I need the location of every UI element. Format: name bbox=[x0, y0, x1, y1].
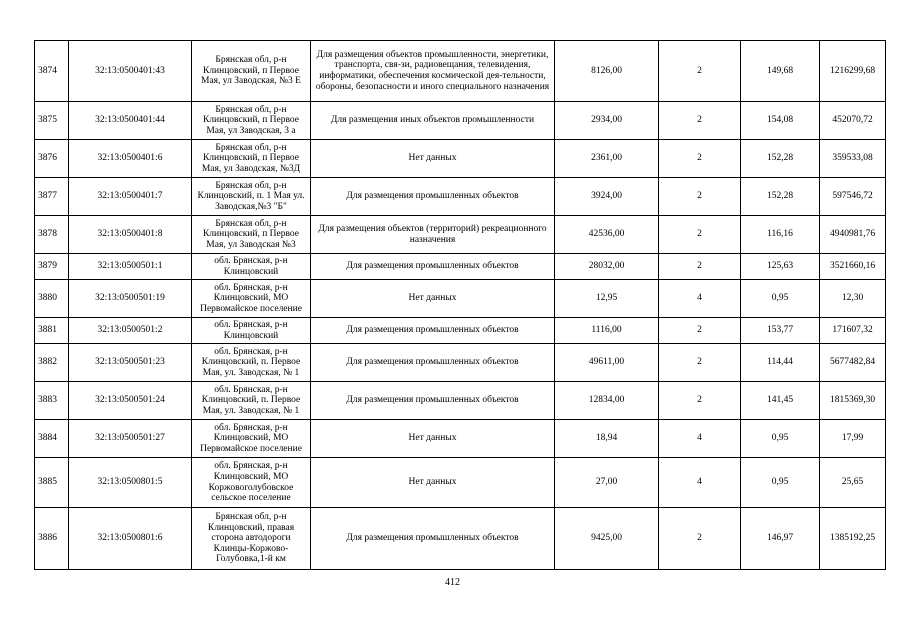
permitted-use-cell: Для размещения промышленных объектов bbox=[311, 318, 555, 344]
cadastral-number-cell: 32:13:0500501:19 bbox=[69, 280, 192, 318]
plot-area-cell: 2934,00 bbox=[555, 102, 659, 140]
permitted-use-cell: Для размещения объектов (территорий) рекреационного назначения bbox=[311, 216, 555, 254]
plot-address-cell: Брянская обл, р-н Клинцовский, п Первое Мая, ул Заводская, №3 Е bbox=[192, 41, 311, 102]
table-row bbox=[35, 102, 886, 140]
row-number-cell: 3875 bbox=[35, 102, 69, 140]
specific-cadastral-value-cell: 149,68 bbox=[741, 41, 820, 102]
use-group-cell: 2 bbox=[659, 382, 741, 420]
plot-address-cell: Брянская обл, р-н Клинцовский, правая сторона автодороги Клинцы-Коржово-Голубовка,1-й км bbox=[192, 508, 311, 570]
plot-address-cell: обл. Брянская, р-н Клинцовский bbox=[192, 254, 311, 280]
cadastral-number-cell: 32:13:0500501:1 bbox=[69, 254, 192, 280]
cadastral-value-cell: 1385192,25 bbox=[820, 508, 886, 570]
cadastral-number-cell: 32:13:0500401:8 bbox=[69, 216, 192, 254]
cadastral-value-cell: 17,99 bbox=[820, 420, 886, 458]
specific-cadastral-value-cell: 0,95 bbox=[741, 280, 820, 318]
table-row bbox=[35, 178, 886, 216]
use-group-cell: 4 bbox=[659, 280, 741, 318]
table-row bbox=[35, 41, 886, 102]
cadastral-value-cell: 452070,72 bbox=[820, 102, 886, 140]
cadastral-number-cell: 32:13:0500501:24 bbox=[69, 382, 192, 420]
specific-cadastral-value-cell: 141,45 bbox=[741, 382, 820, 420]
use-group-cell: 2 bbox=[659, 178, 741, 216]
row-number-cell: 3876 bbox=[35, 140, 69, 178]
cadastral-number-cell: 32:13:0500401:44 bbox=[69, 102, 192, 140]
specific-cadastral-value-cell: 125,63 bbox=[741, 254, 820, 280]
plot-address-cell: Брянская обл, р-н Клинцовский, п. 1 Мая ул. Заводская,№3 "Б" bbox=[192, 178, 311, 216]
row-number-cell: 3883 bbox=[35, 382, 69, 420]
plot-address-cell: обл. Брянская, р-н Клинцовский, МО Первомайское поселение bbox=[192, 420, 311, 458]
plot-area-cell: 12,95 bbox=[555, 280, 659, 318]
row-number-cell: 3877 bbox=[35, 178, 69, 216]
cadastral-number-cell: 32:13:0500401:7 bbox=[69, 178, 192, 216]
table-row bbox=[35, 508, 886, 570]
cadastral-value-cell: 1815369,30 bbox=[820, 382, 886, 420]
page-number: 412 bbox=[445, 577, 460, 588]
permitted-use-cell: Для размещения промышленных объектов bbox=[311, 508, 555, 570]
cadastral-value-cell: 171607,32 bbox=[820, 318, 886, 344]
table-row bbox=[35, 420, 886, 458]
plot-address-cell: Брянская обл, р-н Клинцовский, п Первое Мая, ул Заводская №3 bbox=[192, 216, 311, 254]
permitted-use-cell: Для размещения промышленных объектов bbox=[311, 178, 555, 216]
land-plot-table bbox=[34, 40, 886, 570]
cadastral-number-cell: 32:13:0500501:23 bbox=[69, 344, 192, 382]
specific-cadastral-value-cell: 154,08 bbox=[741, 102, 820, 140]
specific-cadastral-value-cell: 152,28 bbox=[741, 178, 820, 216]
plot-address-cell: обл. Брянская, р-н Клинцовский, п. Первое Мая, ул. Заводская, № 1 bbox=[192, 382, 311, 420]
use-group-cell: 2 bbox=[659, 318, 741, 344]
table-body bbox=[35, 41, 886, 570]
cadastral-number-cell: 32:13:0500401:6 bbox=[69, 140, 192, 178]
table-row bbox=[35, 344, 886, 382]
permitted-use-cell: Для размещения иных объектов промышленности bbox=[311, 102, 555, 140]
table-row bbox=[35, 382, 886, 420]
permitted-use-cell: Нет данных bbox=[311, 420, 555, 458]
plot-area-cell: 2361,00 bbox=[555, 140, 659, 178]
use-group-cell: 2 bbox=[659, 344, 741, 382]
plot-area-cell: 8126,00 bbox=[555, 41, 659, 102]
cadastral-number-cell: 32:13:0500801:6 bbox=[69, 508, 192, 570]
plot-area-cell: 18,94 bbox=[555, 420, 659, 458]
permitted-use-cell: Для размещения промышленных объектов bbox=[311, 344, 555, 382]
plot-address-cell: обл. Брянская, р-н Клинцовский, МО Коржовоголубовское сельское поселение bbox=[192, 458, 311, 508]
cadastral-number-cell: 32:13:0500401:43 bbox=[69, 41, 192, 102]
plot-address-cell: Брянская обл, р-н Клинцовский, п Первое Мая, ул Заводская, 3 а bbox=[192, 102, 311, 140]
row-number-cell: 3886 bbox=[35, 508, 69, 570]
permitted-use-cell: Для размещения промышленных объектов bbox=[311, 382, 555, 420]
cadastral-number-cell: 32:13:0500501:2 bbox=[69, 318, 192, 344]
cadastral-value-cell: 5677482,84 bbox=[820, 344, 886, 382]
cadastral-value-cell: 25,65 bbox=[820, 458, 886, 508]
cadastral-value-cell: 12,30 bbox=[820, 280, 886, 318]
plot-address-cell: обл. Брянская, р-н Клинцовский, п. Первое Мая, ул. Заводская, № 1 bbox=[192, 344, 311, 382]
plot-area-cell: 42536,00 bbox=[555, 216, 659, 254]
specific-cadastral-value-cell: 0,95 bbox=[741, 458, 820, 508]
row-number-cell: 3879 bbox=[35, 254, 69, 280]
use-group-cell: 2 bbox=[659, 216, 741, 254]
specific-cadastral-value-cell: 146,97 bbox=[741, 508, 820, 570]
permitted-use-cell: Нет данных bbox=[311, 280, 555, 318]
permitted-use-cell: Для размещения промышленных объектов bbox=[311, 254, 555, 280]
row-number-cell: 3882 bbox=[35, 344, 69, 382]
cadastral-value-cell: 4940981,76 bbox=[820, 216, 886, 254]
plot-address-cell: обл. Брянская, р-н Клинцовский bbox=[192, 318, 311, 344]
table-row bbox=[35, 140, 886, 178]
use-group-cell: 2 bbox=[659, 254, 741, 280]
table-row bbox=[35, 254, 886, 280]
table-row bbox=[35, 216, 886, 254]
specific-cadastral-value-cell: 153,77 bbox=[741, 318, 820, 344]
plot-area-cell: 27,00 bbox=[555, 458, 659, 508]
cadastral-number-cell: 32:13:0500801:5 bbox=[69, 458, 192, 508]
table-row bbox=[35, 458, 886, 508]
specific-cadastral-value-cell: 116,16 bbox=[741, 216, 820, 254]
use-group-cell: 2 bbox=[659, 41, 741, 102]
plot-area-cell: 49611,00 bbox=[555, 344, 659, 382]
row-number-cell: 3884 bbox=[35, 420, 69, 458]
row-number-cell: 3874 bbox=[35, 41, 69, 102]
plot-area-cell: 9425,00 bbox=[555, 508, 659, 570]
use-group-cell: 2 bbox=[659, 508, 741, 570]
specific-cadastral-value-cell: 0,95 bbox=[741, 420, 820, 458]
plot-area-cell: 28032,00 bbox=[555, 254, 659, 280]
row-number-cell: 3885 bbox=[35, 458, 69, 508]
cadastral-value-cell: 3521660,16 bbox=[820, 254, 886, 280]
plot-address-cell: Брянская обл, р-н Клинцовский, п Первое Мая, ул Заводская, №3Д bbox=[192, 140, 311, 178]
table-row bbox=[35, 280, 886, 318]
use-group-cell: 4 bbox=[659, 458, 741, 508]
plot-area-cell: 3924,00 bbox=[555, 178, 659, 216]
cadastral-value-cell: 1216299,68 bbox=[820, 41, 886, 102]
specific-cadastral-value-cell: 114,44 bbox=[741, 344, 820, 382]
row-number-cell: 3880 bbox=[35, 280, 69, 318]
permitted-use-cell: Нет данных bbox=[311, 458, 555, 508]
permitted-use-cell: Для размещения объектов промышленности, энергетики, транспорта, свя-зи, радиовещания, телевидения, информатики, обеспечения космической дея-тельности, обороны, безопасности и иного специального назначения bbox=[311, 41, 555, 102]
plot-address-cell: обл. Брянская, р-н Клинцовский, МО Первомайское поселение bbox=[192, 280, 311, 318]
plot-area-cell: 12834,00 bbox=[555, 382, 659, 420]
specific-cadastral-value-cell: 152,28 bbox=[741, 140, 820, 178]
use-group-cell: 4 bbox=[659, 420, 741, 458]
use-group-cell: 2 bbox=[659, 102, 741, 140]
permitted-use-cell: Нет данных bbox=[311, 140, 555, 178]
use-group-cell: 2 bbox=[659, 140, 741, 178]
plot-area-cell: 1116,00 bbox=[555, 318, 659, 344]
row-number-cell: 3878 bbox=[35, 216, 69, 254]
cadastral-number-cell: 32:13:0500501:27 bbox=[69, 420, 192, 458]
cadastral-value-cell: 359533,08 bbox=[820, 140, 886, 178]
table-row bbox=[35, 318, 886, 344]
row-number-cell: 3881 bbox=[35, 318, 69, 344]
cadastral-value-cell: 597546,72 bbox=[820, 178, 886, 216]
